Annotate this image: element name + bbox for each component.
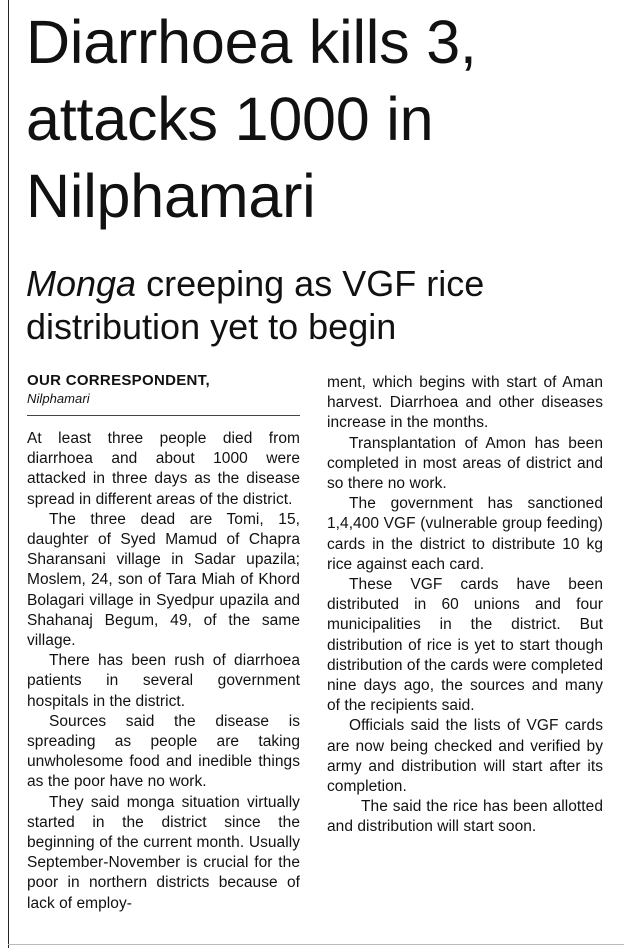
- paragraph: There has been rush of diarrhoea patients in several government hospitals in the district.: [27, 652, 300, 710]
- subheadline-line-1: [26, 262, 622, 305]
- paragraph: The three dead are Tomi, 15, daughter of Syed Mamud of Chapra Sharansani village in Sadar upazila; Moslem, 24, son of Tara Miah of Khord Bolagari village in Syedpur upazila and Shahanaj Begum, 49, of the same village.: [27, 510, 300, 650]
- article-column-2: [327, 373, 603, 838]
- paragraph: The said the rice has been allotted and distribution will start soon.: [327, 798, 603, 836]
- paragraph: Sources said the disease is spreading as people are taking unwholesome food and inedible things as the poor have no work.: [27, 712, 300, 791]
- subheadline-line-2: distribution yet to begin: [26, 306, 397, 347]
- subheadline-emphasis: Monga: [26, 263, 137, 304]
- byline-author: OUR CORRESPONDENT,: [27, 372, 210, 389]
- subheadline-line-1-rest: creeping as VGF rice: [136, 263, 485, 304]
- paragraph: The government has sanctioned 1,4,400 VGF (vulnerable group feeding) cards in the district to distribute 10 kg rice against each card.: [327, 495, 603, 573]
- headline-line-2: attacks 1000 in: [26, 85, 434, 153]
- headline: [26, 4, 622, 235]
- column-rule-left: [8, 0, 9, 948]
- paragraph: Officials said the lists of VGF cards are now being checked and verified by army and distribution will start after its completion.: [327, 717, 603, 796]
- byline-dateline: Nilphamari: [27, 391, 90, 406]
- article-column-1: [27, 372, 300, 914]
- headline-line-1: Diarrhoea kills 3,: [26, 8, 477, 76]
- paragraph: These VGF cards have been distributed in 60 unions and four municipalities in the district. But distribution of rice is yet to start though distribution of the cards were completed nine days ago, the sources and many of the recipients said.: [327, 576, 603, 715]
- page-bottom-rule: [8, 944, 624, 945]
- paragraph: At least three people died from diarrhoea and about 1000 were attacked in three days as the disease spread in different areas of the district.: [27, 430, 300, 508]
- headline-line-3: Nilphamari: [26, 162, 316, 230]
- byline-divider: [27, 415, 300, 416]
- paragraph-continued: ment, which begins with start of Aman harvest. Diarrhoea and other diseases increase in the months.: [327, 374, 603, 432]
- subheadline: [26, 262, 622, 348]
- paragraph: They said monga situation virtually started in the district since the beginning of the current month. Usually September-November is crucial for the poor in northern districts because of lack of employ-: [27, 793, 300, 912]
- paragraph: Transplantation of Amon has been completed in most areas of district and so there no work.: [327, 434, 603, 493]
